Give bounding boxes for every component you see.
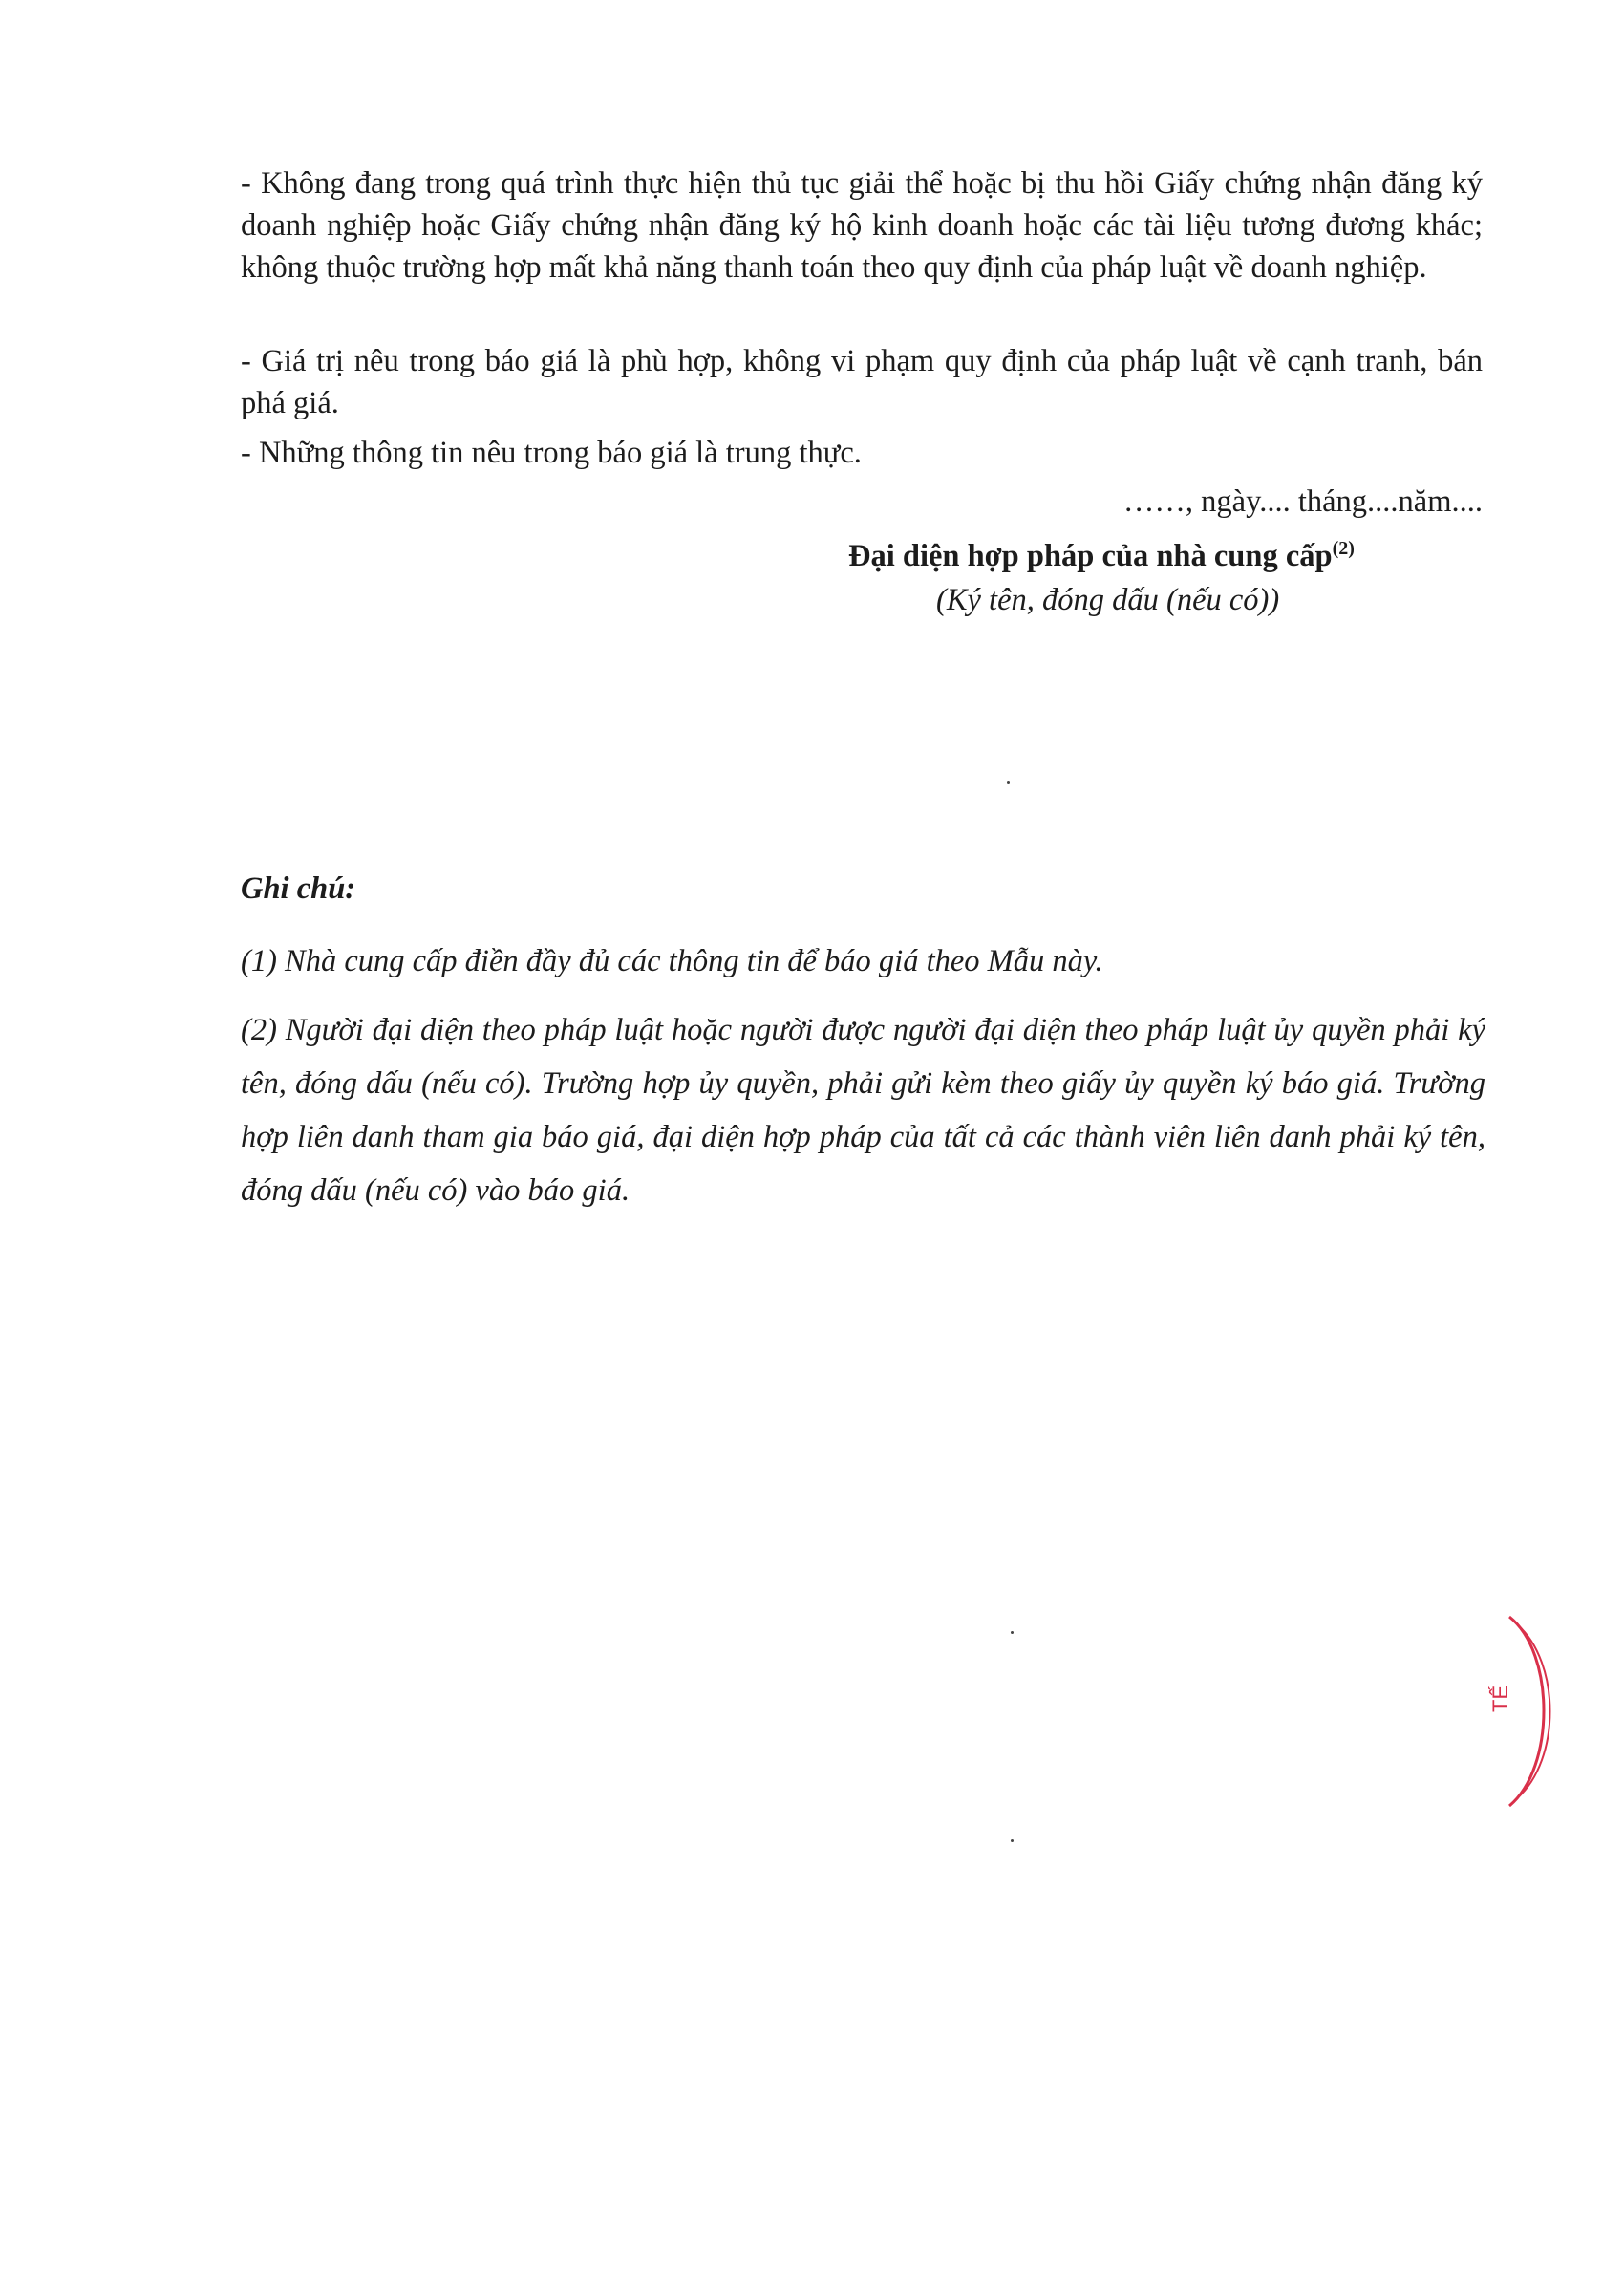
company-stamp-icon bbox=[1479, 1605, 1593, 1815]
stamp-text: TẾ bbox=[1488, 1685, 1512, 1712]
notes-heading: Ghi chú: bbox=[241, 871, 356, 906]
declaration-truthfulness: - Những thông tin nêu trong báo giá là trung thực. bbox=[241, 436, 862, 470]
declaration-dissolution: - Không đang trong quá trình thực hiện thủ tục giải thể hoặc bị thu hồi Giấy chứng nhận đăng ký doanh nghiệp hoặc Giấy chứng nhận đăng ký hộ kinh doanh hoặc các tài liệu tương đương khác; không thuộc trường hợp mất khả năng thanh toán theo quy định của pháp luật về doanh nghiệp. bbox=[241, 166, 1483, 285]
signature-instruction: (Ký tên, đóng dấu (nếu có)) bbox=[936, 583, 1280, 617]
signature-title-text: Đại diện hợp pháp của nhà cung cấp bbox=[848, 539, 1333, 573]
signature-title bbox=[848, 535, 1355, 577]
note-item-2: (2) Người đại diện theo pháp luật hoặc người được người đại diện theo pháp luật ủy quyền phải ký tên, đóng dấu (nếu có). Trường hợp ủy quyền, phải gửi kèm theo giấy ủy quyền ký báo giá. Trường hợp liên danh tham gia báo giá, đại diện hợp pháp của tất cả các thành viên liên danh phải ký tên, đóng dấu (nếu có) vào báo giá. bbox=[241, 1013, 1485, 1208]
declaration-price-compliance: - Giá trị nêu trong báo giá là phù hợp, không vi phạm quy định của pháp luật về cạnh tranh, bán phá giá. bbox=[241, 344, 1483, 420]
scan-speck bbox=[1011, 1839, 1014, 1842]
scan-speck bbox=[1011, 1631, 1014, 1634]
note-item-1: (1) Nhà cung cấp điền đầy đủ các thông tin để báo giá theo Mẫu này. bbox=[241, 944, 1103, 978]
scan-speck bbox=[1007, 781, 1010, 784]
signature-title-superscript: (2) bbox=[1332, 538, 1355, 559]
date-line: ……, ngày.... tháng....năm.... bbox=[1122, 484, 1483, 519]
